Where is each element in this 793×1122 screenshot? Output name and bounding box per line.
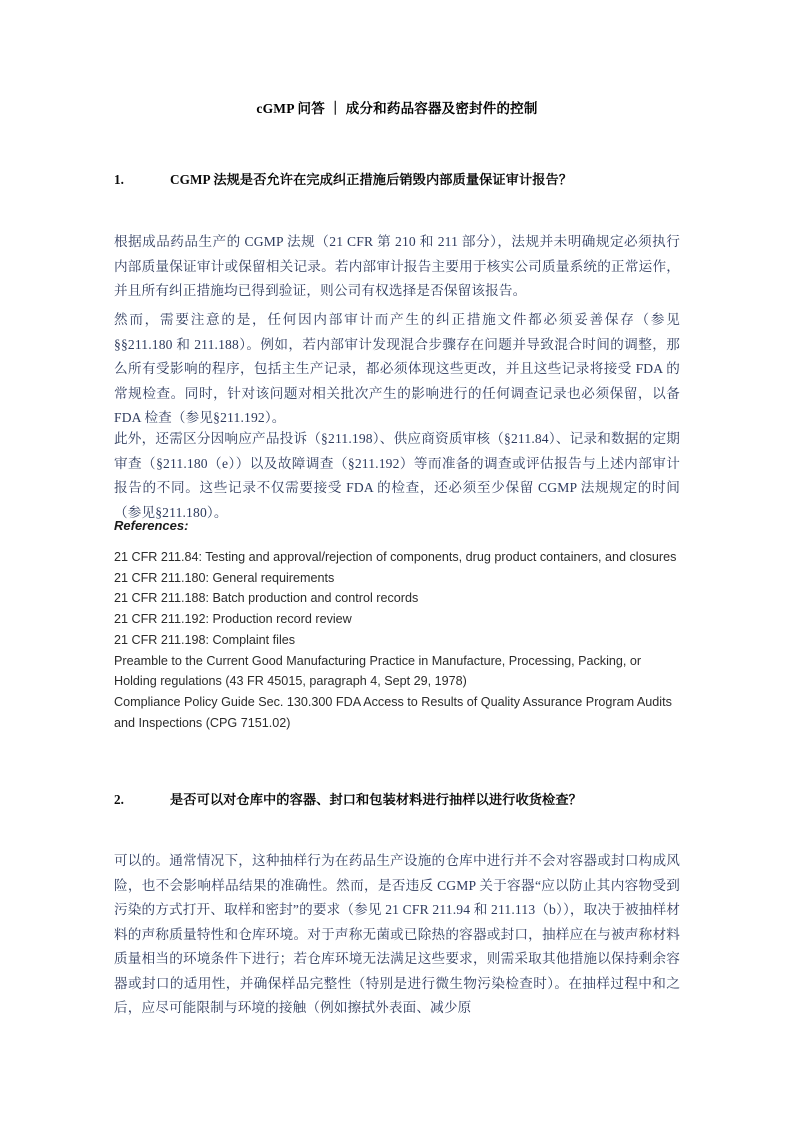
question-heading-2 bbox=[114, 790, 680, 809]
answer-paragraph: 可以的。通常情况下，这种抽样行为在药品生产设施的仓库中进行并不会对容器或封口构成风险，也不会影响样品结果的准确性。然而，是否违反 CGMP 关于容器“应以防止其内容物受到污染的方式打开、取样和密封”的要求（参见 21 CFR 211.94 和 211.113（b）），取决于被抽样材料的声称质量特性和仓库环境。对于声称无菌或已除热的容器或封口，抽样应在与被声称材料质量相当的环境条件下进行；若仓库环境无法满足这些要求，则需采取其他措施以保持剩余容器或封口的适用性，并确保样品完整性（特别是进行微生物污染检查时）。在抽样过程中和之后，应尽可能限制与环境的接触（例如擦拭外表面、减少原 bbox=[114, 853, 680, 1015]
answer-paragraph: 然而，需要注意的是，任何因内部审计而产生的纠正措施文件都必须妥善保存（参见§§211.180 和 211.188）。例如，若内部审计发现混合步骤存在问题并导致混合时间的调整，那么所有受影响的程序，包括主生产记录，都必须体现这些更改，并且这些记录将接受 FDA 的常规检查。同时，针对该问题对相关批次产生的影响进行的任何调查记录也必须保留，以备 FDA 检查（参见§211.192）。 bbox=[114, 312, 680, 425]
reference-item: Compliance Policy Guide Sec. 130.300 FDA Access to Results of Quality Assurance Program Audits and Inspections (CPG 7151.02) bbox=[114, 694, 672, 730]
references-list bbox=[114, 547, 680, 733]
page-title: cGMP 问答 ｜ 成分和药品容器及密封件的控制 bbox=[256, 101, 538, 116]
reference-item: Preamble to the Current Good Manufacturing Practice in Manufacture, Processing, Packing, or Holding regulations (43 FR 45015, paragraph 4, Sept 29, 1978) bbox=[114, 653, 642, 689]
reference-item: 21 CFR 211.188: Batch production and control records bbox=[114, 591, 419, 606]
reference-item: 21 CFR 211.198: Complaint files bbox=[114, 632, 296, 647]
answer-paragraph: 此外，还需区分因响应产品投诉（§211.198）、供应商资质审核（§211.84）、记录和数据的定期审查（§211.180（e））以及故障调查（§211.192）等而准备的调查或评估报告与上述内部审计报告的不同。这些记录不仅需要接受 FDA 的检查，还必须至少保留 CGMP 法规规定的时间（参见§211.180）。 bbox=[114, 431, 680, 520]
reference-item: 21 CFR 211.180: General requirements bbox=[114, 570, 335, 585]
reference-item: 21 CFR 211.84: Testing and approval/rejection of components, drug product containers, and closures bbox=[114, 550, 677, 564]
question-heading-1 bbox=[114, 170, 680, 189]
question-text-1: CGMP 法规是否允许在完成纠正措施后销毁内部质量保证审计报告？ bbox=[170, 172, 573, 187]
question-text-2: 是否可以对仓库中的容器、封口和包装材料进行抽样以进行收货检查？ bbox=[170, 792, 582, 807]
question-number-2: 2. bbox=[114, 792, 124, 807]
answer-paragraph: 根据成品药品生产的 CGMP 法规（21 CFR 第 210 和 211 部分），法规并未明确规定必须执行内部质量保证审计或保留相关记录。若内部审计报告主要用于核实公司质量系统的正常运作，并且所有纠正措施均已得到验证，则公司有权选择是否保留该报告。 bbox=[114, 234, 680, 298]
references-label: References: bbox=[114, 518, 189, 533]
question-number-1: 1. bbox=[114, 172, 124, 187]
reference-item: 21 CFR 211.192: Production record review bbox=[114, 612, 352, 627]
